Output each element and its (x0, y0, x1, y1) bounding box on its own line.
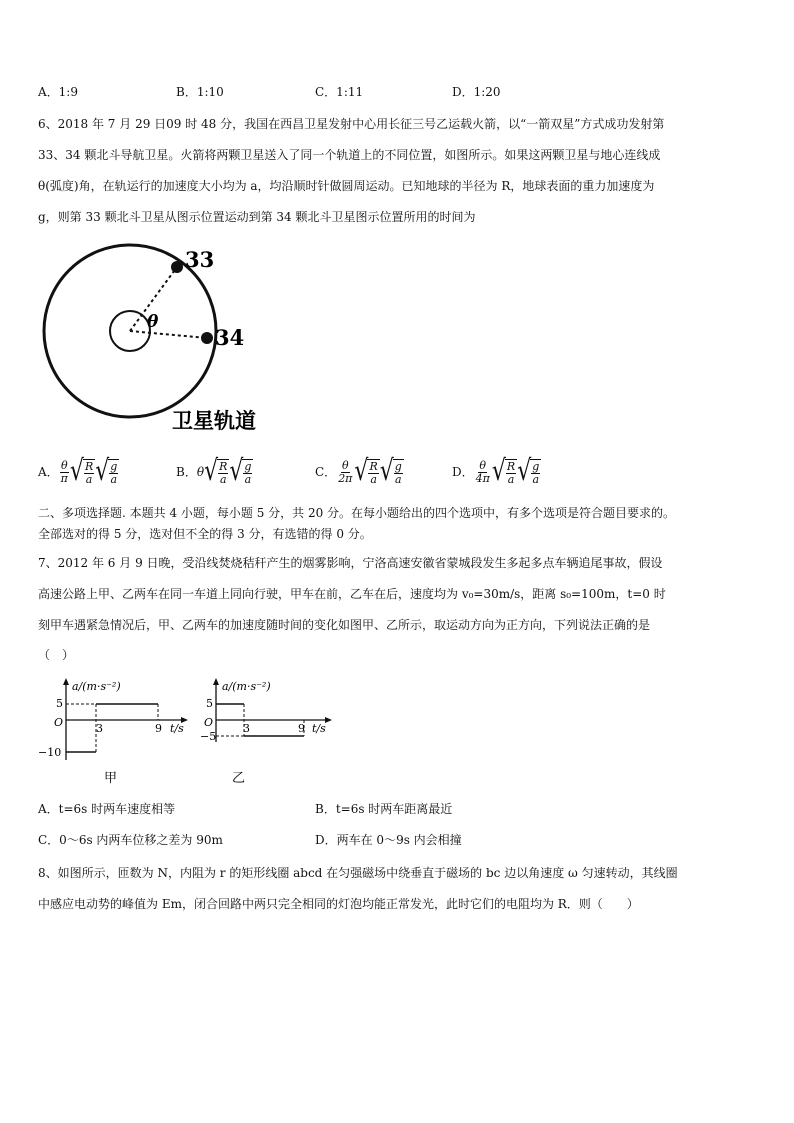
theta: θ (196, 465, 205, 479)
satellite-orbit-figure (40, 236, 270, 436)
satellite-34-dot (201, 332, 213, 344)
y-axis-label: a/(m·s⁻²) (222, 680, 271, 693)
q6-stem-line-2: 33、34 颗北斗导航卫星。火箭将两颗卫星送入了同一个轨道上的不同位置，如图所示。如果这两颗卫星与地心连线成 (38, 148, 661, 162)
graph-caption: 甲 (104, 771, 118, 786)
sqrt-R-over-a: √ $\frac{R}{a}$ (204, 455, 228, 488)
x-axis-arrow (325, 717, 332, 723)
x-axis-label: t/s (312, 722, 326, 735)
sqrt-g-over-a: √ $\frac{g}{a}$ (229, 455, 252, 488)
sqrt-R-over-a: √ $\frac{R}{a}$ (354, 455, 378, 488)
angle-theta-label: θ (147, 312, 159, 332)
sqrt-g-over-a: √ $\frac{g}{a}$ (95, 455, 118, 488)
section2-line-2: 全部选对的得 5 分，选对但不全的得 3 分，有选错的得 0 分。 (38, 527, 372, 541)
q8-stem-line-1: 8、如图所示，匝数为 N，内阻为 r 的矩形线圈 abcd 在匀强磁场中绕垂直于磁场的 bc 边以角速度 ω 匀速转动，其线圈 (38, 866, 678, 880)
y-neg-tick: −10 (38, 746, 62, 759)
q7-stem-line-1: 7、2012 年 6 月 9 日晚，受沿线焚烧秸秆产生的烟雾影响，宁洛高速安徽省蒙城段发生多起多点车辆追尾事故，假设 (38, 556, 663, 570)
q5-option-b: B．1:10 (176, 85, 224, 99)
q7-option-b: B．t=6s 时两车距离最近 (315, 802, 453, 816)
q6-option-c (315, 452, 404, 492)
fraction: $\frac{\theta}{\pi}$ (60, 458, 68, 485)
q5-option-c: C．1:11 (315, 85, 364, 99)
origin-label: O (54, 716, 64, 729)
orbit-caption: 卫星轨道 (172, 408, 256, 433)
sqrt-R-over-a: √ $\frac{R}{a}$ (69, 455, 94, 488)
sqrt-R-over-a: √ $\frac{R}{a}$ (491, 455, 516, 488)
section2-line-1: 二、多项选择题. 本题共 4 小题，每小题 5 分，共 20 分。在每小题给出的四个选项中，有多个选项是符合题目要求的。 (38, 506, 676, 520)
q6-stem-line-1: 6、2018 年 7 月 29 日09 时 48 分，我国在西昌卫星发射中心用长征三号乙运载火箭，以“一箭双星”方式成功发射第 (38, 117, 665, 131)
satellite-33-label: 33 (185, 247, 215, 272)
fraction: $\frac{\theta}{2\pi}$ (338, 458, 353, 485)
y-neg-tick: −5 (200, 730, 217, 743)
option-label: B． (176, 465, 197, 479)
q7-option-c: C．0～6s 内两车位移之差为 90m (38, 833, 223, 847)
option-label: A． (38, 465, 59, 479)
q7-stem-line-2: 高速公路上甲、乙两车在同一车道上同向行驶，甲车在前，乙车在后，速度均为 v₀=30m/s，距离 s₀=100m，t=0 时 (38, 587, 666, 601)
q7-option-d: D．两车在 0～9s 内会相撞 (315, 833, 462, 847)
q8-stem-line-2: 中感应电动势的峰值为 Em，闭合回路中两只完全相同的灯泡均能正常发光，此时它们的电阻均为 R．则（ ） (38, 897, 639, 911)
q6-option-d (452, 452, 541, 492)
q5-option-d: D．1:20 (452, 85, 501, 99)
y-axis-label: a/(m·s⁻²) (72, 680, 121, 693)
q6-option-b (176, 452, 253, 492)
x-tick-9: 9 (298, 722, 305, 735)
satellite-33-dot (171, 261, 183, 273)
y-pos-tick: 5 (56, 697, 63, 710)
option-label: D． (452, 465, 474, 479)
graph-jia (36, 676, 196, 788)
x-tick-9: 9 (155, 722, 162, 735)
q7-stem-line-3: 刻甲车遇紧急情况后，甲、乙两车的加速度随时间的变化如图甲、乙所示，取运动方向为正方向，下列说法正确的是 (38, 618, 651, 632)
fraction: $\frac{\theta}{4\pi}$ (475, 458, 490, 485)
q7-stem-line-4: （ ） (38, 648, 75, 662)
y-axis-arrow (213, 678, 219, 685)
q6-option-a (38, 452, 119, 492)
origin-label: O (204, 716, 214, 729)
y-pos-tick: 5 (206, 697, 213, 710)
satellite-34-label: 34 (215, 325, 245, 350)
x-tick-3: 3 (243, 722, 250, 735)
q6-stem-line-4: g，则第 33 颗北斗卫星从图示位置运动到第 34 颗北斗卫星图示位置所用的时间为 (38, 210, 476, 224)
sqrt-g-over-a: √ $\frac{g}{a}$ (379, 455, 402, 488)
x-axis-label: t/s (170, 722, 184, 735)
q6-stem-line-3: θ(弧度)角，在轨运行的加速度大小均为 a，均沿顺时针做圆周运动。已知地球的半径为 R，地球表面的重力加速度为 (38, 179, 655, 193)
q7-option-a: A．t=6s 时两车速度相等 (38, 802, 176, 816)
graph-caption: 乙 (232, 771, 246, 786)
y-axis-arrow (63, 678, 69, 685)
x-tick-3: 3 (96, 722, 103, 735)
q5-option-a: A．1:9 (38, 85, 78, 99)
line-to-34 (130, 331, 207, 338)
option-label: C． (315, 465, 337, 479)
sqrt-g-over-a: √ $\frac{g}{a}$ (517, 455, 540, 488)
graph-yi (196, 676, 346, 788)
